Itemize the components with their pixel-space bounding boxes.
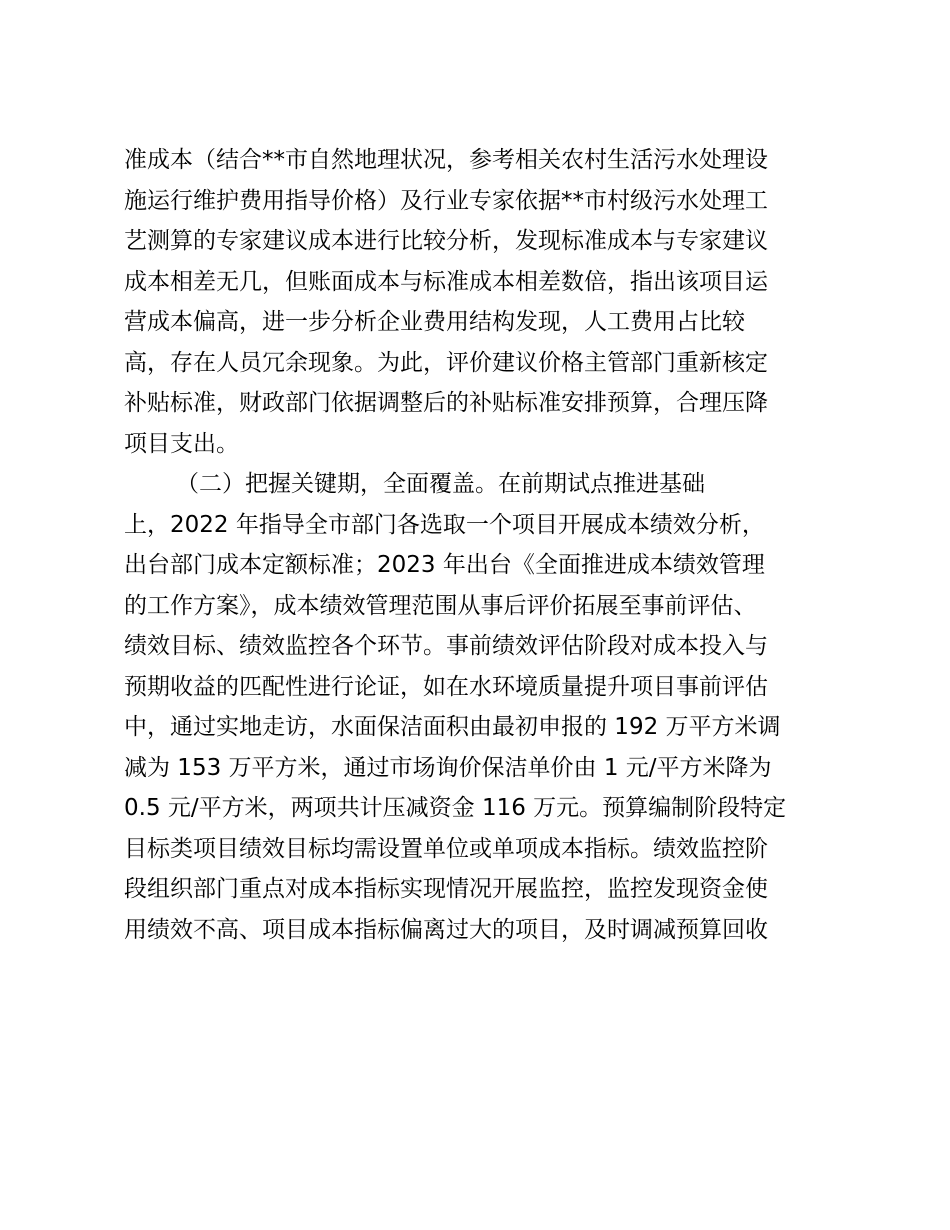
text-line: 用绩效不高、项目成本指标偏离过大的项目，及时调减预算回收 <box>124 916 768 943</box>
text-line: 的工作方案》，成本绩效管理范围从事后评价拓展至事前评估、 <box>124 592 757 619</box>
text-line: 中，通过实地走访，水面保洁面积由最初申报的 192 万平方米调 <box>124 714 781 740</box>
text-line: 项目支出。 <box>124 430 239 457</box>
text-line: 营成本偏高，进一步分析企业费用结构发现，人工费用占比较 <box>124 309 745 335</box>
text-line: 0.5 元/平方米，两项共计压减资金 116 万元。预算编制阶段特定 <box>124 795 787 821</box>
text-line: 目标类项目绩效目标均需设置单位或单项成本指标。绩效监控阶 <box>124 835 768 862</box>
text-line: 高，存在人员冗余现象。为此，评价建议价格主管部门重新核定 <box>124 349 768 376</box>
text-line: 上，2022 年指导全市部门各选取一个项目开展成本绩效分析， <box>124 511 765 538</box>
text-line: 减为 153 万平方米，通过市场询价保洁单价由 1 元/平方米降为 <box>124 754 772 781</box>
text-line: 出台部门成本定额标准；2023 年出台《全面推进成本绩效管理 <box>124 552 765 578</box>
text-line: 艺测算的专家建议成本进行比较分析，发现标准成本与专家建议 <box>124 228 768 254</box>
text-line: 补贴标准，财政部门依据调整后的补贴标准安排预算，合理压降 <box>124 390 768 416</box>
text-line: 准成本（结合**市自然地理状况，参考相关农村生活污水处理设 <box>124 147 768 173</box>
body-text <box>124 140 844 950</box>
text-line: 预期收益的匹配性进行论证，如在水环境质量提升项目事前评估 <box>124 673 768 700</box>
section-heading-line: （二）把握关键期，全面覆盖。在前期试点推进基础 <box>176 471 705 497</box>
text-line: 施运行维护费用指导价格）及行业专家依据**市村级污水处理工 <box>124 187 768 214</box>
text-line: 绩效目标、绩效监控各个环节。事前绩效评估阶段对成本投入与 <box>124 633 768 659</box>
text-line: 段组织部门重点对成本指标实现情况开展监控，监控发现资金使 <box>124 876 768 902</box>
text-line: 成本相差无几，但账面成本与标准成本相差数倍，指出该项目运 <box>124 268 768 295</box>
